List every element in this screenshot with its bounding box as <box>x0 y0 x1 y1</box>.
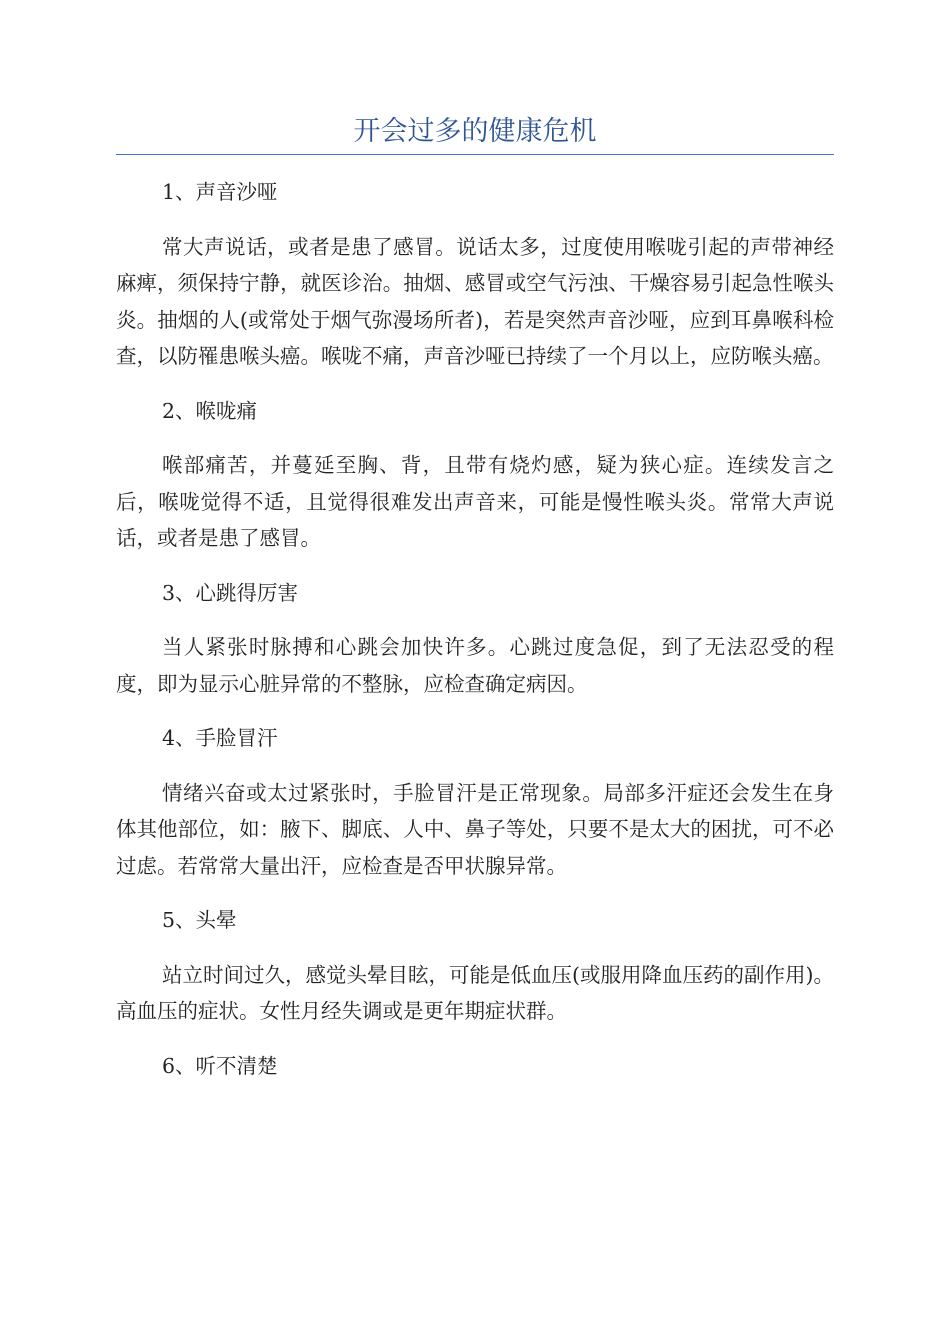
section-paragraph-2: 喉部痛苦，并蔓延至胸、背，且带有烧灼感，疑为狭心症。连续发言之后，喉咙觉得不适，且觉得很难发出声音来，可能是慢性喉头炎。常常大声说话，或者是患了感冒。 <box>116 453 834 550</box>
title-underline <box>116 154 834 155</box>
section-paragraph-5: 站立时间过久，感觉头晕目眩，可能是低血压(或服用降血压药的副作用)。高血压的症状。女性月经失调或是更年期症状群。 <box>116 962 834 1023</box>
section-heading-1: 1、声音沙哑 <box>162 180 278 204</box>
section-paragraph-3: 当人紧张时脉搏和心跳会加快许多。心跳过度急促，到了无法忍受的程度，即为显示心脏异常的不整脉，应检查确定病因。 <box>116 635 834 696</box>
section-heading-5: 5、头晕 <box>162 908 237 932</box>
document-body <box>116 174 834 1102</box>
section-heading-4: 4、手脸冒汗 <box>162 726 278 750</box>
section-heading-6: 6、听不清楚 <box>162 1053 278 1078</box>
document-title: 开会过多的健康危机 <box>353 116 597 147</box>
section-paragraph-1: 常大声说话，或者是患了感冒。说话太多，过度使用喉咙引起的声带神经麻痺，须保持宁静，就医诊治。抽烟、感冒或空气污浊、干燥容易引起急性喉头炎。抽烟的人(或常处于烟气弥漫场所者)，若是突然声音沙哑，应到耳鼻喉科检查，以防罹患喉头癌。喉咙不痛，声音沙哑已持续了一个月以上，应防喉头癌。 <box>116 234 834 368</box>
section-heading-3: 3、心跳得厉害 <box>162 580 299 605</box>
section-paragraph-4: 情绪兴奋或太过紧张时，手脸冒汗是正常现象。局部多汗症还会发生在身体其他部位，如：腋下、脚底、人中、鼻子等处，只要不是太大的困扰，可不必过虑。若常常大量出汗，应检查是否甲状腺异常。 <box>116 780 834 878</box>
section-heading-2: 2、喉咙痛 <box>162 398 258 423</box>
